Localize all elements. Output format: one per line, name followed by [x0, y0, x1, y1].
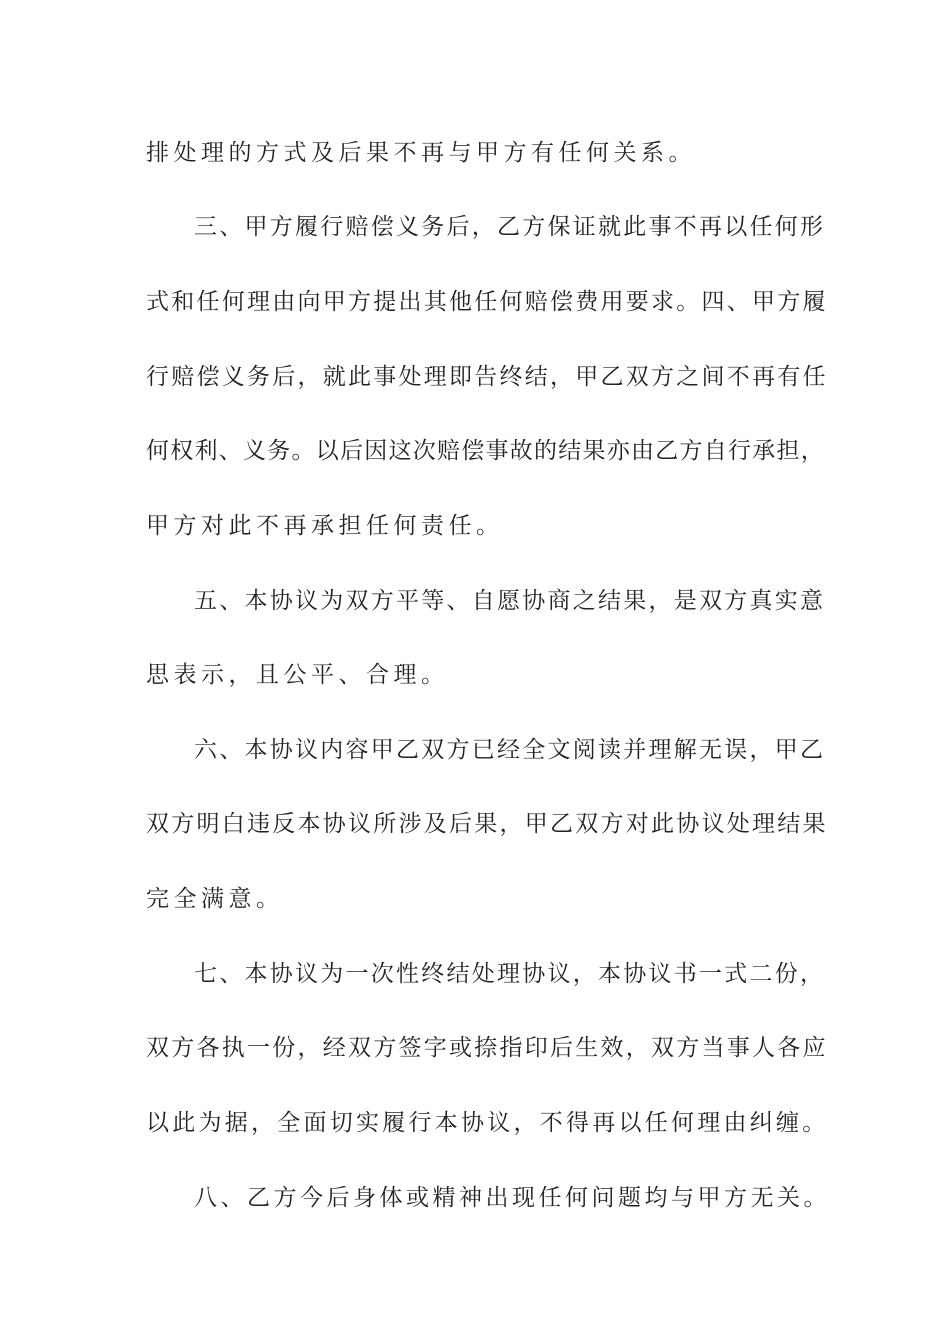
text-line: 甲方对此不再承担任何责任。	[146, 513, 504, 539]
text-line: 完全满意。	[146, 886, 284, 912]
text-line: 式和任何理由向甲方提出其他任何赔偿费用要求。四、甲方履	[146, 289, 828, 315]
text-line: 三、甲方履行赔偿义务后，乙方保证就此事不再以任何形	[194, 214, 826, 240]
text-line: 行赔偿义务后，就此事处理即告终结，甲乙双方之间不再有任	[146, 364, 828, 390]
text-line: 以此为据，全面切实履行本协议，不得再以任何理由纠缠。	[146, 1110, 829, 1136]
text-line: 排处理的方式及后果不再与甲方有任何关系。	[146, 140, 696, 166]
text-line: 六、本协议内容甲乙双方已经全文阅读并理解无误，甲乙	[194, 737, 826, 763]
text-line: 七、本协议为一次性终结处理协议，本协议书一式二份，	[194, 961, 826, 987]
text-line: 双方各执一份，经双方签字或捺指印后生效，双方当事人各应	[146, 1035, 828, 1061]
text-line: 双方明白违反本协议所涉及后果，甲乙双方对此协议处理结果	[146, 811, 828, 837]
text-line: 八、乙方今后身体或精神出现任何问题均与甲方无关。	[194, 1185, 830, 1211]
text-line: 思表示，且公平、合理。	[146, 662, 449, 688]
text-line: 五、本协议为双方平等、自愿协商之结果，是双方真实意	[194, 588, 826, 614]
text-line: 何权利、义务。以后因这次赔偿事故的结果亦由乙方自行承担，	[146, 438, 825, 464]
